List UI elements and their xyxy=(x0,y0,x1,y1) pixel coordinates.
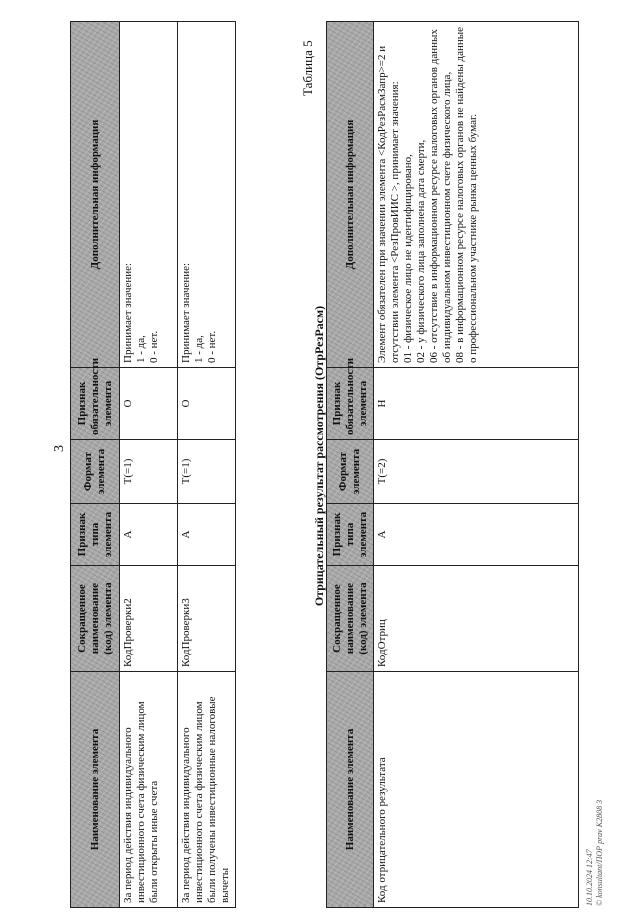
header-cell: Дополнительная информация xyxy=(327,22,374,368)
element-type-cell: А xyxy=(178,504,236,566)
header-cell: Сокращенное наименование (код) элемента xyxy=(71,566,120,672)
element-required-cell: О xyxy=(178,368,236,440)
table-row xyxy=(178,22,236,908)
element-type-cell: А xyxy=(120,504,178,566)
element-code-cell: КодОтриц xyxy=(374,566,579,672)
element-required-cell: Н xyxy=(374,368,579,440)
footer-source: © konsultant/ПОР prav K2808 3 xyxy=(595,799,604,906)
header-cell: Признак типа элемента xyxy=(327,504,374,566)
header-cell: Дополнительная информация xyxy=(71,22,120,368)
element-name-cell: Код отрицательного результата xyxy=(374,672,579,908)
table-row xyxy=(120,22,178,908)
print-footer xyxy=(585,800,605,906)
header-cell: Признак обязательности элемента xyxy=(327,368,374,440)
element-format-cell: Т(=1) xyxy=(178,440,236,504)
table-header-row xyxy=(71,22,120,908)
additional-info-cell: Принимает значение: 1 - да, 0 - нет. xyxy=(178,22,236,368)
header-cell: Признак типа элемента xyxy=(71,504,120,566)
element-name-cell: За период действия индивидуального инвестиционного счета физическим лицом были получены инвестиционные налоговые вычеты xyxy=(178,672,236,908)
table-row xyxy=(374,22,579,908)
header-cell: Признак обязательности элемента xyxy=(71,368,120,440)
element-code-cell: КодПроверки2 xyxy=(120,566,178,672)
additional-info-cell: Принимает значение: 1 - да, 0 - нет. xyxy=(120,22,178,368)
header-cell: Формат элемента xyxy=(327,440,374,504)
footer-timestamp: 10.10.2024 12:47 xyxy=(585,849,594,906)
additional-info-cell: Элемент обязателен при значении элемента <КодРезРасмЗапр>=2 и отсутствии элемента <РезПровИИС >, принимает значения: 01 - физическое лицо не идентифицировано, 02 - у физического лица заполнена дата смерти, 06 - отсутствие в информационном ресурсе налоговых органов данных об индивидуальном инвестиционном счете физического лица, 08 - в информационном ресурсе налоговых органов не найдены данные о профессиональном участнике рынка ценных бумаг. xyxy=(374,22,579,368)
element-format-cell: Т(=1) xyxy=(120,440,178,504)
table-header-row xyxy=(327,22,374,908)
header-cell: Формат элемента xyxy=(71,440,120,504)
top-table xyxy=(70,21,236,908)
element-code-cell: КодПроверки3 xyxy=(178,566,236,672)
table-number-label: Таблица 5 xyxy=(300,40,315,96)
header-cell: Сокращенное наименование (код) элемента xyxy=(327,566,374,672)
element-name-cell: За период действия индивидуального инвестиционного счета физическим лицом были открыты иные счета xyxy=(120,672,178,908)
element-type-cell: А xyxy=(374,504,579,566)
element-required-cell: О xyxy=(120,368,178,440)
table-caption: Отрицательный результат рассмотрения (ОтрРезРасм) xyxy=(312,305,326,607)
table-5 xyxy=(326,21,579,908)
element-format-cell: Т(=2) xyxy=(374,440,579,504)
header-cell: Наименование элемента xyxy=(327,672,374,908)
page-number: 3 xyxy=(52,445,67,452)
header-cell: Наименование элемента xyxy=(71,672,120,908)
